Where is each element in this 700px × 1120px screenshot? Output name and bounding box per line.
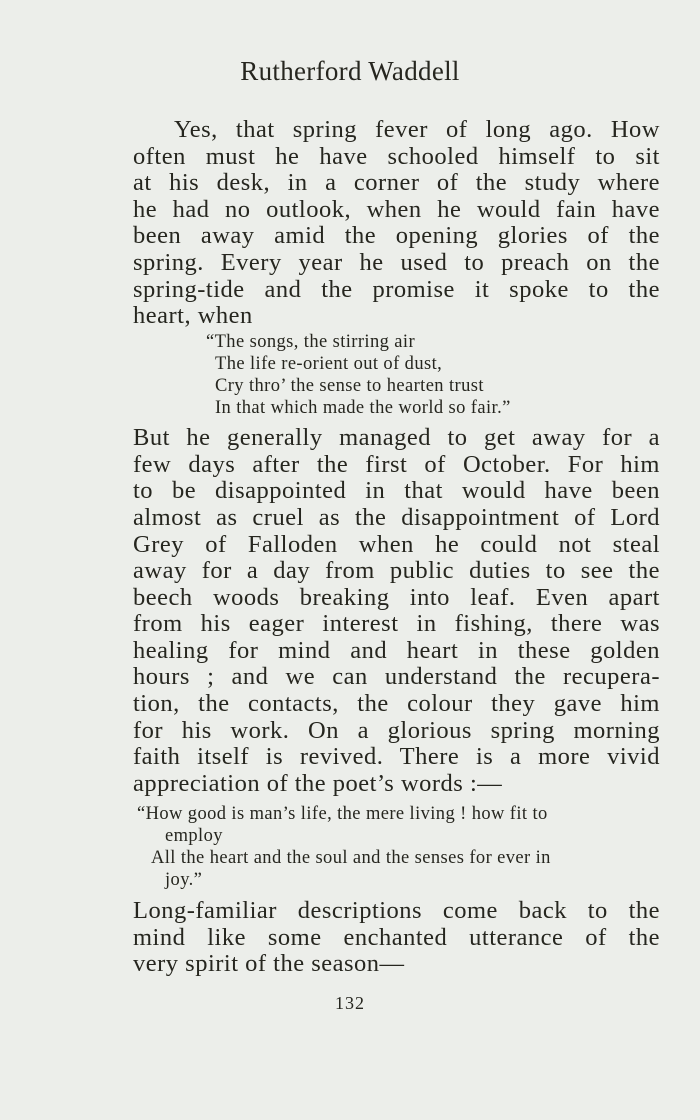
text-line: been away amid the opening glories of the [133,222,660,249]
verse-line: joy.” [165,870,203,890]
verse-line: Cry thro’ the sense to hearten trust [215,376,484,396]
verse-line: “How good is man’s life, the mere living ! how fit to [137,804,548,824]
text-line: few days after the first of October. For him [133,451,660,478]
verse-line: All the heart and the soul and the senses for ever in [151,848,551,868]
text-line: almost as cruel as the disappointment of Lord [133,504,660,531]
text-line: beech woods breaking into leaf. Even apart [133,584,660,611]
text-line: tion, the contacts, the colour they gave him [133,690,660,717]
verse-line: The life re-orient out of dust, [215,354,443,374]
text-line: Long-familiar descriptions come back to the [133,897,660,924]
text-line: heart, when [133,302,253,329]
text-line: very spirit of the season— [133,950,405,977]
verse-line: In that which made the world so fair.” [215,398,511,418]
text-line: spring. Every year he used to preach on the [133,249,660,276]
text-line: hours ; and we can understand the recupera- [133,663,660,690]
text-line: for his work. On a glorious spring morning [133,717,660,744]
text-line: spring-tide and the promise it spoke to the [133,276,660,303]
text-line: But he generally managed to get away for a [133,424,660,451]
verse-line: “The songs, the stirring air [206,332,415,352]
text-line: to be disappointed in that would have been [133,477,660,504]
text-line: often must he have schooled himself to sit [133,143,660,170]
text-line: Grey of Falloden when he could not steal [133,531,660,558]
text-line: mind like some enchanted utterance of the [133,924,660,951]
text-line: Yes, that spring fever of long ago. How [174,116,660,143]
text-line: he had no outlook, when he would fain have [133,196,660,223]
text-line: at his desk, in a corner of the study where [133,169,660,196]
text-line: appreciation of the poet’s words :— [133,770,503,797]
text-line: healing for mind and heart in these golden [133,637,660,664]
page-number: 132 [335,993,365,1013]
text-line: away for a day from public duties to see the [133,557,660,584]
text-line: faith itself is revived. There is a more vivid [133,743,660,770]
text-line: from his eager interest in fishing, there was [133,610,660,637]
running-title: Rutherford Waddell [240,56,460,86]
verse-line: employ [165,826,223,846]
